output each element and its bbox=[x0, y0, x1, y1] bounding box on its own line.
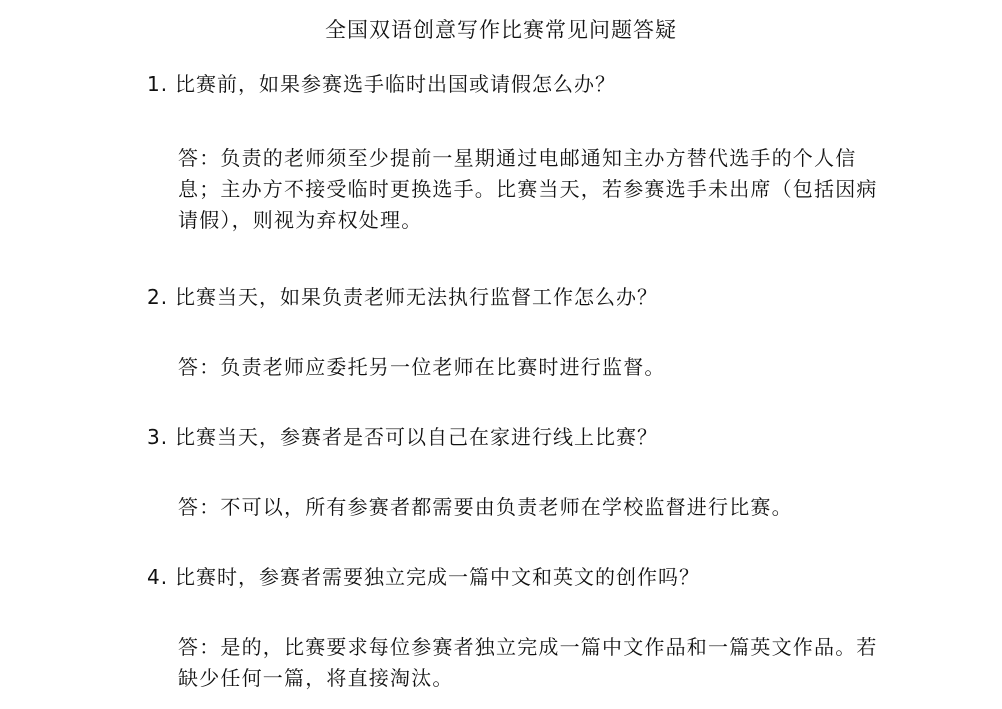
faq-question-2 bbox=[147, 282, 658, 312]
question-number: 4. bbox=[147, 565, 169, 589]
question-text: 比赛前，如果参赛选手临时出国或请假怎么办？ bbox=[175, 72, 616, 96]
faq-answer-4: 答：是的，比赛要求每位参赛者独立完成一篇中文作品和一篇英文作品。若缺少任何一篇，将直接淘汰。 bbox=[178, 635, 878, 690]
question-number: 1. bbox=[147, 72, 169, 96]
question-text: 比赛当天，如果负责老师无法执行监督工作怎么办？ bbox=[175, 285, 658, 309]
question-number: 2. bbox=[147, 285, 169, 309]
faq-answer-3: 答：不可以，所有参赛者都需要由负责老师在学校监督进行比赛。 bbox=[178, 495, 793, 519]
faq-answer-1: 答：负责的老师须至少提前一星期通过电邮通知主办方替代选手的个人信息；主办方不接受临时更换选手。比赛当天，若参赛选手未出席（包括因病请假），则视为弃权处理。 bbox=[178, 146, 878, 232]
document-title: 全国双语创意写作比赛常见问题答疑 bbox=[325, 18, 677, 42]
faq-answer-2: 答：负责老师应委托另一位老师在比赛时进行监督。 bbox=[178, 355, 666, 379]
faq-question-3 bbox=[147, 422, 658, 452]
question-number: 3. bbox=[147, 425, 169, 449]
faq-question-4 bbox=[147, 562, 700, 592]
question-text: 比赛时，参赛者需要独立完成一篇中文和英文的创作吗？ bbox=[175, 565, 700, 589]
question-text: 比赛当天，参赛者是否可以自己在家进行线上比赛？ bbox=[175, 425, 658, 449]
faq-question-1 bbox=[147, 69, 616, 99]
